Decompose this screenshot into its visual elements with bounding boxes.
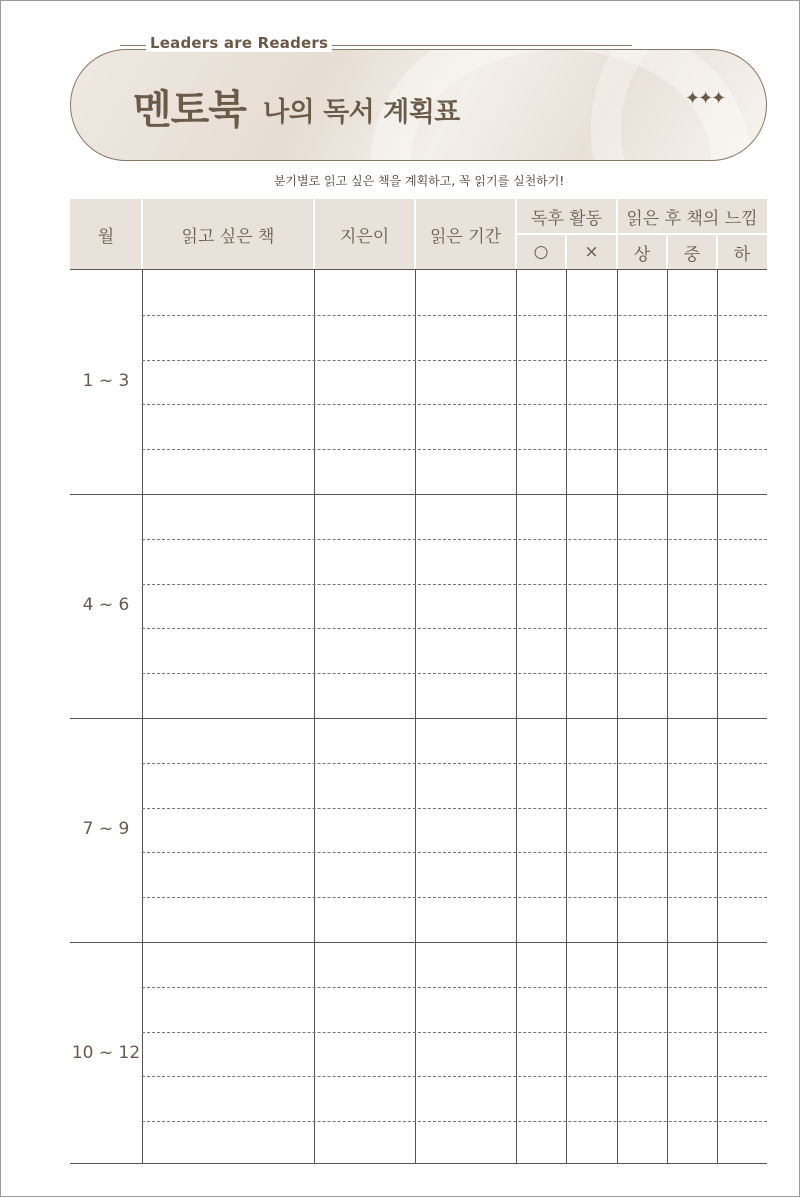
row-dashed-line xyxy=(142,808,767,809)
section-divider xyxy=(70,718,767,719)
header-divider xyxy=(565,234,567,269)
tagline: Leaders are Readers xyxy=(146,34,332,52)
col-author: 지은이 xyxy=(339,226,390,247)
col-activity-no: × xyxy=(584,242,599,262)
row-dashed-line xyxy=(142,404,767,405)
section-divider xyxy=(70,494,767,495)
row-dashed-line xyxy=(142,673,767,674)
row-dashed-line xyxy=(142,539,767,540)
col-feeling-low: 하 xyxy=(733,244,751,265)
table-header xyxy=(70,199,767,269)
quarter-label: 4 ~ 6 xyxy=(82,595,130,615)
banner-decoration xyxy=(591,49,767,161)
row-dashed-line xyxy=(142,987,767,988)
col-period: 읽은 기간 xyxy=(429,226,502,247)
row-dashed-line xyxy=(142,584,767,585)
row-dashed-line xyxy=(142,315,767,316)
row-dashed-line xyxy=(142,1076,767,1077)
col-feeling: 읽은 후 책의 느낌 xyxy=(626,208,758,229)
header-divider xyxy=(516,233,767,235)
row-dashed-line xyxy=(142,1121,767,1122)
header-divider xyxy=(666,234,668,269)
col-month: 월 xyxy=(97,226,115,247)
header-divider xyxy=(313,199,315,269)
brand-title: 멘토북 xyxy=(133,87,246,133)
quarter-label: 10 ~ 12 xyxy=(71,1043,141,1063)
col-activity: 독후 활동 xyxy=(530,208,603,229)
col-feeling-mid: 중 xyxy=(683,244,701,265)
tagline-rule-left xyxy=(120,45,148,46)
quarter-label: 7 ~ 9 xyxy=(82,819,130,839)
quarter-label: 1 ~ 3 xyxy=(82,371,130,391)
row-dashed-line xyxy=(142,897,767,898)
row-dashed-line xyxy=(142,449,767,450)
header-divider xyxy=(141,199,143,269)
table-body xyxy=(70,269,767,1164)
row-dashed-line xyxy=(142,763,767,764)
page-subtitle: 분기별로 읽고 싶은 책을 계획하고, 꼭 읽기를 실천하기! xyxy=(273,174,565,188)
row-dashed-line xyxy=(142,628,767,629)
reading-plan-table xyxy=(70,199,767,1164)
row-dashed-line xyxy=(142,1032,767,1033)
title-banner xyxy=(70,49,767,161)
col-feeling-high: 상 xyxy=(633,244,651,265)
page-title: 나의 독서 계획표 xyxy=(263,97,460,128)
row-dashed-line xyxy=(142,360,767,361)
row-dashed-line xyxy=(142,852,767,853)
header-divider xyxy=(414,199,416,269)
sparkle-icon: ✦✦✦ xyxy=(685,88,725,109)
header-divider xyxy=(716,234,718,269)
col-book: 읽고 싶은 책 xyxy=(181,226,275,247)
col-activity-yes: ○ xyxy=(533,242,549,262)
tagline-rule-right xyxy=(332,45,632,46)
section-divider xyxy=(70,942,767,943)
